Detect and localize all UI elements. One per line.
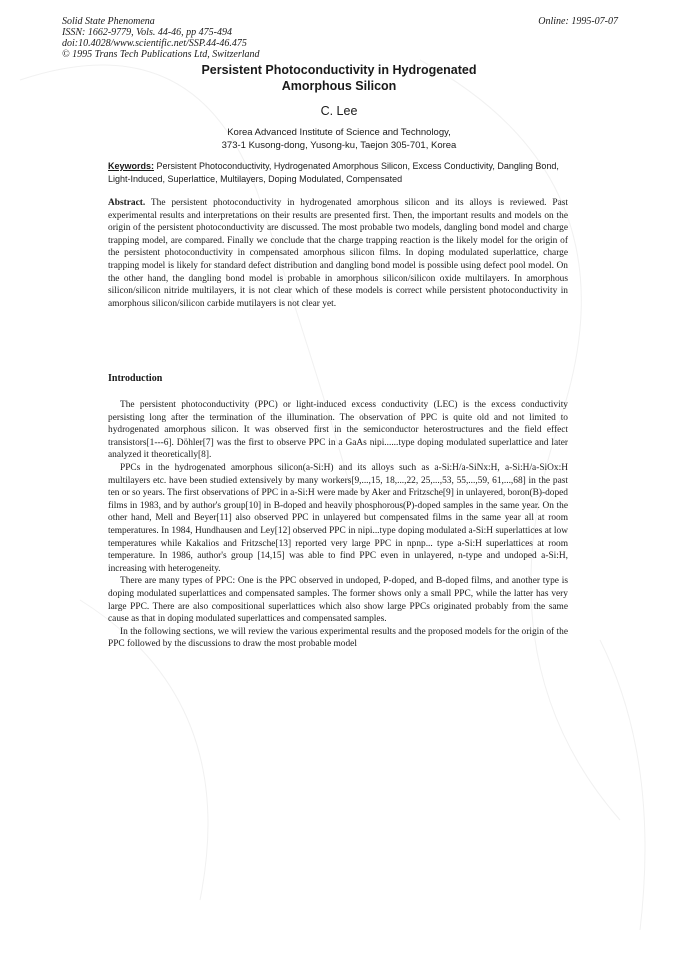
title-line-1: Persistent Photoconductivity in Hydrogenated	[201, 63, 477, 77]
affiliation-line-1: Korea Advanced Institute of Science and Technology,	[227, 127, 451, 138]
paragraph: There are many types of PPC: One is the PPC observed in undoped, P-doped, and B-doped films, and another type is doping modulated superlattices and compensated samples. The former shows only a small PPC, while the latter has very large PPC. There are also compositional superlattices which also show large PPCs originated probably from the same cause as that in doping modulated superlattices and compensated samples.	[108, 576, 568, 625]
affiliation	[0, 126, 678, 152]
doi-line: doi:10.4028/www.scientific.net/SSP.44-46.475	[62, 38, 247, 49]
affiliation-line-2: 373-1 Kusong-dong, Yusong-ku, Taejon 305-701, Korea	[221, 140, 457, 151]
copyright-line: © 1995 Trans Tech Publications Ltd, Switzerland	[62, 49, 260, 60]
paper-title	[0, 62, 678, 94]
online-date: Online: 1995-07-07	[538, 16, 618, 27]
introduction-body	[108, 399, 568, 651]
keywords-label: Keywords:	[108, 161, 155, 171]
author-name: C. Lee	[320, 104, 358, 118]
abstract-label: Abstract.	[108, 198, 146, 208]
issn-line: ISSN: 1662-9779, Vols. 44-46, pp 475-494	[62, 27, 232, 38]
abstract	[108, 197, 568, 310]
abstract-text: The persistent photoconductivity in hydrogenated amorphous silicon and its alloys is reviewed. Past experimental results and interpretations on their results are presented first. Then, the important results and models on the origin of the persistent photoconductivity are discussed. The most probable two models, dangling bond model and charge trapping model, are compared. Finally we conclude that the charge trapping reaction is the likely model for the origin of the persistent photoconductivity in compensated amorphous silicon films. In doping modulated superlattice, charge trapping model is likely for standard defect distribution and dangling bond model is possible using defect pool model. On the other hand, the dangling bond model is probable in amorphous silicon/silicon oxide multilayers. In amorphous silicon/silicon nitride multilayers, it is not clear which of these models is correct while persistent photoconductivity in amorphous silicon/silicon carbide mutilayers is not clear yet.	[108, 198, 568, 309]
paragraph: In the following sections, we will review the various experimental results and the proposed models for the origin of the PPC followed by the discussions to draw the most probable model	[108, 626, 568, 650]
introduction-heading: Introduction	[108, 373, 163, 384]
journal-name: Solid State Phenomena	[62, 16, 155, 27]
paragraph: PPCs in the hydrogenated amorphous silicon(a-Si:H) and its alloys such as a-Si:H/a-SiNx:H, a-Si:H/a-SiOx:H multilayers etc. have been studied extensively by many workers[9,...,15, 18,...,22, 25,...,53, 55,...,59, 61,...,68] in the past ten or so years. The first observations of PPC in a-Si:H were made by Aker and Fritzsche[9] in unlayered, boron(B)-doped films in 1983, and by author's group[10] in B-doped and heavily phosphorous(P)-doped samples in the same year. On the other hand, Mell and Beyer[11] also observed PPC in unlayered but compensated films in the same year all at room temperatures. In 1984, Hundhausen and Ley[12] observed PPC in nipi...type doping modulated a-Si:H superlattices at low temperatures while Kakalios and Fritzsche[13] reported very large PPC in npnp... type a-Si:H superlattices at room temperature. In 1986, author's group [14,15] was able to find PPC even in unlayered, n-type and undoped a-Si:H, increasing with heterogeneity.	[108, 462, 568, 574]
keywords	[108, 160, 568, 185]
keywords-text: Persistent Photoconductivity, Hydrogenated Amorphous Silicon, Excess Conductivity, Dangling Bond, Light-Induced, Superlattice, Multilayers, Doping Modulated, Compensated	[108, 161, 559, 184]
paragraph: The persistent photoconductivity (PPC) or light-induced excess conductivity (LEC) is the excess conductivity persisting long after the termination of the illumination. The observation of PPC is quite old and not limited to hydrogenated amorphous silicon. It was observed first in the semiconductor heterostructures and the field effect transistors[1---6]. Döhler[7] was the first to observe PPC in a GaAs nipi......type doping modulated superlattice and later analyzed it theoretically[8].	[108, 400, 568, 461]
journal-header	[62, 16, 260, 60]
title-line-2: Amorphous Silicon	[281, 79, 397, 93]
